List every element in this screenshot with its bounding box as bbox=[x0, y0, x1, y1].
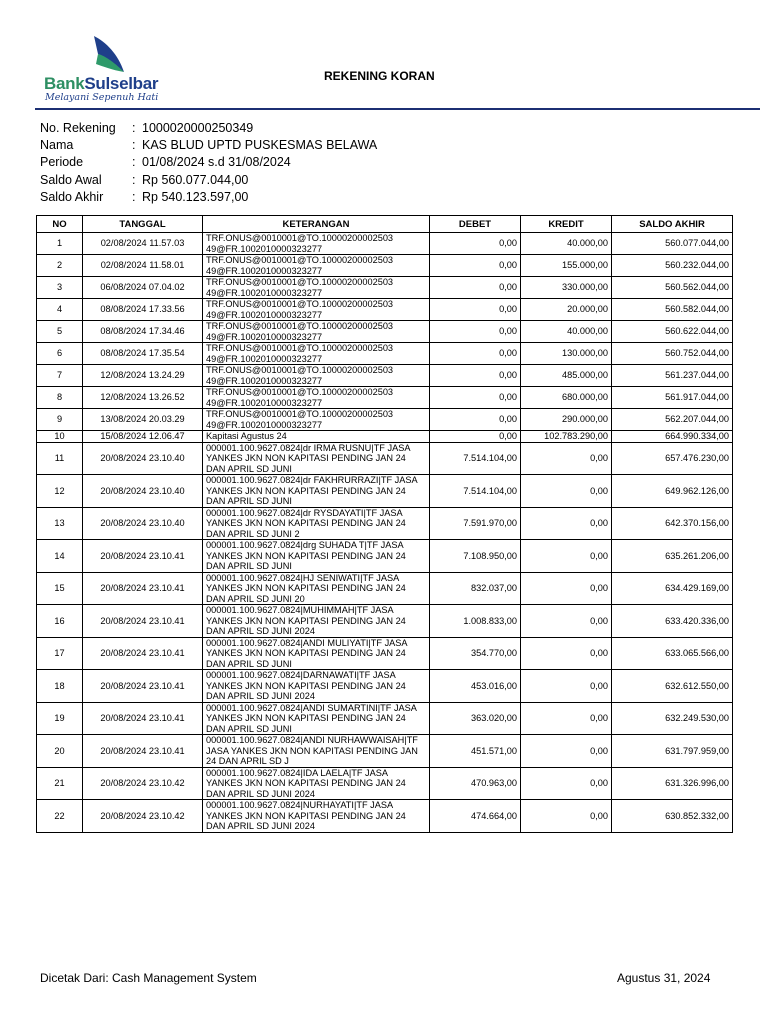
cell-tanggal: 13/08/2024 20.03.29 bbox=[83, 409, 203, 431]
cell-debet: 0,00 bbox=[430, 299, 521, 321]
cell-saldo: 649.962.126,00 bbox=[612, 475, 733, 508]
table-row bbox=[37, 343, 733, 365]
cell-keterangan: TRF.ONUS@0010001@TO.10000200002503 49@FR.1002010000323277 bbox=[203, 255, 430, 277]
cell-kredit: 0,00 bbox=[521, 800, 612, 833]
cell-debet: 0,00 bbox=[430, 431, 521, 443]
cell-debet: 470.963,00 bbox=[430, 767, 521, 800]
account-info-value: KAS BLUD UPTD PUSKESMAS BELAWA bbox=[142, 138, 378, 153]
cell-tanggal: 20/08/2024 23.10.40 bbox=[83, 475, 203, 508]
cell-kredit: 0,00 bbox=[521, 702, 612, 735]
table-row bbox=[37, 800, 733, 833]
table-row bbox=[37, 409, 733, 431]
account-info-label: Saldo Akhir bbox=[40, 189, 104, 204]
table-row bbox=[37, 365, 733, 387]
cell-kredit: 155.000,00 bbox=[521, 255, 612, 277]
cell-saldo: 562.207.044,00 bbox=[612, 409, 733, 431]
cell-saldo: 633.065.566,00 bbox=[612, 637, 733, 670]
cell-debet: 1.008.833,00 bbox=[430, 605, 521, 638]
col-header-no: NO bbox=[37, 216, 83, 233]
cell-kredit: 330.000,00 bbox=[521, 277, 612, 299]
cell-tanggal: 12/08/2024 13.24.29 bbox=[83, 365, 203, 387]
bank-tagline: Melayani Sepenuh Hati bbox=[45, 92, 159, 103]
cell-tanggal: 08/08/2024 17.35.54 bbox=[83, 343, 203, 365]
account-info-value: Rp 540.123.597,00 bbox=[142, 189, 249, 204]
cell-tanggal: 20/08/2024 23.10.42 bbox=[83, 800, 203, 833]
table-header-row bbox=[37, 216, 733, 233]
cell-saldo: 560.582.044,00 bbox=[612, 299, 733, 321]
col-header-kredit: KREDIT bbox=[521, 216, 612, 233]
table-row bbox=[37, 670, 733, 703]
cell-debet: 0,00 bbox=[430, 409, 521, 431]
cell-saldo: 642.370.156,00 bbox=[612, 507, 733, 540]
cell-tanggal: 20/08/2024 23.10.42 bbox=[83, 767, 203, 800]
cell-keterangan: 000001.100.9627.0824|ANDI SUMARTINI|TF JASA YANKES JKN NON KAPITASI PENDING JAN 24 DAN APRIL SD JUNI bbox=[203, 702, 430, 735]
cell-keterangan: TRF.ONUS@0010001@TO.10000200002503 49@FR.1002010000323277 bbox=[203, 387, 430, 409]
cell-saldo: 633.420.336,00 bbox=[612, 605, 733, 638]
cell-no: 8 bbox=[37, 387, 83, 409]
table-row bbox=[37, 233, 733, 255]
account-info-value: Rp 560.077.044,00 bbox=[142, 172, 249, 187]
account-info-colon: : bbox=[132, 155, 136, 170]
cell-tanggal: 20/08/2024 23.10.41 bbox=[83, 540, 203, 573]
table-row bbox=[37, 299, 733, 321]
cell-debet: 0,00 bbox=[430, 233, 521, 255]
account-info-row bbox=[40, 189, 377, 206]
account-info-row bbox=[40, 172, 377, 189]
cell-kredit: 680.000,00 bbox=[521, 387, 612, 409]
cell-no: 7 bbox=[37, 365, 83, 387]
cell-tanggal: 20/08/2024 23.10.41 bbox=[83, 605, 203, 638]
cell-keterangan: 000001.100.9627.0824|drg SUHADA T|TF JASA YANKES JKN NON KAPITASI PENDING JAN 24 DAN APRIL SD JUNI bbox=[203, 540, 430, 573]
cell-no: 6 bbox=[37, 343, 83, 365]
table-row bbox=[37, 540, 733, 573]
cell-saldo: 561.237.044,00 bbox=[612, 365, 733, 387]
cell-debet: 0,00 bbox=[430, 277, 521, 299]
cell-saldo: 631.797.959,00 bbox=[612, 735, 733, 768]
table-row bbox=[37, 442, 733, 475]
cell-no: 18 bbox=[37, 670, 83, 703]
col-header-debet: DEBET bbox=[430, 216, 521, 233]
cell-kredit: 40.000,00 bbox=[521, 233, 612, 255]
account-info-row bbox=[40, 154, 377, 171]
cell-kredit: 20.000,00 bbox=[521, 299, 612, 321]
cell-saldo: 664.990.334,00 bbox=[612, 431, 733, 443]
cell-debet: 354.770,00 bbox=[430, 637, 521, 670]
brand-part-1: Bank bbox=[44, 74, 85, 93]
cell-keterangan: 000001.100.9627.0824|IDA LAELA|TF JASA YANKES JKN NON KAPITASI PENDING JAN 24 DAN APRIL SD JUNI 2024 bbox=[203, 767, 430, 800]
cell-tanggal: 20/08/2024 23.10.40 bbox=[83, 507, 203, 540]
cell-keterangan: TRF.ONUS@0010001@TO.10000200002503 49@FR.1002010000323277 bbox=[203, 299, 430, 321]
cell-kredit: 485.000,00 bbox=[521, 365, 612, 387]
header-divider bbox=[35, 108, 760, 110]
col-header-tanggal: TANGGAL bbox=[83, 216, 203, 233]
col-header-saldo-akhir: SALDO AKHIR bbox=[612, 216, 733, 233]
cell-saldo: 560.232.044,00 bbox=[612, 255, 733, 277]
account-info-colon: : bbox=[132, 172, 136, 187]
table-row bbox=[37, 507, 733, 540]
cell-tanggal: 20/08/2024 23.10.41 bbox=[83, 670, 203, 703]
cell-no: 10 bbox=[37, 431, 83, 443]
cell-keterangan: 000001.100.9627.0824|dr RYSDAYATI|TF JASA YANKES JKN NON KAPITASI PENDING JAN 24 DAN APRIL SD JUNI 2 bbox=[203, 507, 430, 540]
account-info-label: No. Rekening bbox=[40, 121, 116, 135]
cell-saldo: 560.622.044,00 bbox=[612, 321, 733, 343]
cell-keterangan: 000001.100.9627.0824|HJ SENIWATI|TF JASA YANKES JKN NON KAPITASI PENDING JAN 24 DAN APRIL SD JUNI 20 bbox=[203, 572, 430, 605]
cell-debet: 0,00 bbox=[430, 321, 521, 343]
account-info-value: 1000020000250349 bbox=[142, 121, 254, 135]
bank-name bbox=[44, 74, 158, 94]
page-header bbox=[0, 0, 768, 112]
cell-debet: 451.571,00 bbox=[430, 735, 521, 768]
cell-no: 13 bbox=[37, 507, 83, 540]
account-info-value: 01/08/2024 s.d 31/08/2024 bbox=[142, 155, 291, 170]
cell-debet: 832.037,00 bbox=[430, 572, 521, 605]
table-row bbox=[37, 702, 733, 735]
table-row bbox=[37, 475, 733, 508]
cell-tanggal: 20/08/2024 23.10.41 bbox=[83, 637, 203, 670]
cell-tanggal: 20/08/2024 23.10.41 bbox=[83, 572, 203, 605]
cell-no: 4 bbox=[37, 299, 83, 321]
cell-no: 21 bbox=[37, 767, 83, 800]
cell-no: 5 bbox=[37, 321, 83, 343]
cell-keterangan: 000001.100.9627.0824|dr IRMA RUSNU|TF JASA YANKES JKN NON KAPITASI PENDING JAN 24 DAN APRIL SD JUNI bbox=[203, 442, 430, 475]
table-row bbox=[37, 735, 733, 768]
cell-no: 19 bbox=[37, 702, 83, 735]
cell-kredit: 0,00 bbox=[521, 735, 612, 768]
cell-no: 1 bbox=[37, 233, 83, 255]
footer-printed-from: Dicetak Dari: Cash Management System bbox=[40, 971, 257, 985]
account-info-colon: : bbox=[132, 121, 136, 135]
cell-kredit: 0,00 bbox=[521, 572, 612, 605]
cell-no: 11 bbox=[37, 442, 83, 475]
cell-saldo: 561.917.044,00 bbox=[612, 387, 733, 409]
cell-saldo: 560.562.044,00 bbox=[612, 277, 733, 299]
account-info bbox=[40, 120, 377, 206]
account-info-label: Nama bbox=[40, 138, 74, 153]
cell-saldo: 634.429.169,00 bbox=[612, 572, 733, 605]
cell-tanggal: 02/08/2024 11.58.01 bbox=[83, 255, 203, 277]
cell-debet: 0,00 bbox=[430, 387, 521, 409]
cell-kredit: 0,00 bbox=[521, 475, 612, 508]
cell-kredit: 0,00 bbox=[521, 767, 612, 800]
cell-no: 14 bbox=[37, 540, 83, 573]
cell-tanggal: 20/08/2024 23.10.40 bbox=[83, 442, 203, 475]
account-info-colon: : bbox=[132, 189, 136, 204]
account-info-row bbox=[40, 137, 377, 154]
table-row bbox=[37, 637, 733, 670]
cell-kredit: 0,00 bbox=[521, 637, 612, 670]
cell-no: 22 bbox=[37, 800, 83, 833]
cell-debet: 7.514.104,00 bbox=[430, 475, 521, 508]
cell-kredit: 130.000,00 bbox=[521, 343, 612, 365]
table-row bbox=[37, 572, 733, 605]
cell-debet: 0,00 bbox=[430, 255, 521, 277]
account-info-colon: : bbox=[132, 138, 136, 153]
cell-keterangan: 000001.100.9627.0824|ANDI MULIYATI|TF JASA YANKES JKN NON KAPITASI PENDING JAN 24 DAN APRIL SD JUNI bbox=[203, 637, 430, 670]
cell-keterangan: 000001.100.9627.0824|ANDI NURHAWWAISAH|TF JASA YANKES JKN NON KAPITASI PENDING JAN 24 DAN APRIL SD J bbox=[203, 735, 430, 768]
table-row bbox=[37, 431, 733, 443]
cell-tanggal: 15/08/2024 12.06.47 bbox=[83, 431, 203, 443]
cell-keterangan: TRF.ONUS@0010001@TO.10000200002503 49@FR.1002010000323277 bbox=[203, 277, 430, 299]
cell-keterangan: Kapitasi Agustus 24 bbox=[203, 431, 430, 443]
cell-keterangan: TRF.ONUS@0010001@TO.10000200002503 49@FR.1002010000323277 bbox=[203, 343, 430, 365]
brand-part-2: Sulselbar bbox=[84, 74, 159, 93]
cell-kredit: 0,00 bbox=[521, 540, 612, 573]
cell-saldo: 630.852.332,00 bbox=[612, 800, 733, 833]
cell-kredit: 290.000,00 bbox=[521, 409, 612, 431]
table-row bbox=[37, 387, 733, 409]
table-row bbox=[37, 255, 733, 277]
cell-saldo: 635.261.206,00 bbox=[612, 540, 733, 573]
cell-keterangan: TRF.ONUS@0010001@TO.10000200002503 49@FR.1002010000323277 bbox=[203, 409, 430, 431]
cell-tanggal: 08/08/2024 17.33.56 bbox=[83, 299, 203, 321]
cell-kredit: 102.783.290,00 bbox=[521, 431, 612, 443]
cell-saldo: 560.077.044,00 bbox=[612, 233, 733, 255]
cell-saldo: 632.249.530,00 bbox=[612, 702, 733, 735]
statement-table bbox=[36, 215, 733, 833]
account-info-label: Periode bbox=[40, 155, 84, 170]
cell-debet: 474.664,00 bbox=[430, 800, 521, 833]
cell-tanggal: 02/08/2024 11.57.03 bbox=[83, 233, 203, 255]
cell-saldo: 560.752.044,00 bbox=[612, 343, 733, 365]
cell-no: 2 bbox=[37, 255, 83, 277]
cell-keterangan: 000001.100.9627.0824|MUHIMMAH|TF JASA YANKES JKN NON KAPITASI PENDING JAN 24 DAN APRIL SD JUNI 2024 bbox=[203, 605, 430, 638]
footer-date: Agustus 31, 2024 bbox=[617, 971, 711, 985]
cell-debet: 7.591.970,00 bbox=[430, 507, 521, 540]
cell-kredit: 0,00 bbox=[521, 670, 612, 703]
cell-no: 12 bbox=[37, 475, 83, 508]
cell-keterangan: 000001.100.9627.0824|NURHAYATI|TF JASA YANKES JKN NON KAPITASI PENDING JAN 24 DAN APRIL SD JUNI 2024 bbox=[203, 800, 430, 833]
cell-kredit: 0,00 bbox=[521, 442, 612, 475]
cell-debet: 0,00 bbox=[430, 365, 521, 387]
cell-keterangan: TRF.ONUS@0010001@TO.10000200002503 49@FR.1002010000323277 bbox=[203, 233, 430, 255]
cell-debet: 453.016,00 bbox=[430, 670, 521, 703]
table-row bbox=[37, 605, 733, 638]
sail-logo-icon bbox=[92, 34, 128, 74]
cell-kredit: 0,00 bbox=[521, 605, 612, 638]
cell-no: 20 bbox=[37, 735, 83, 768]
cell-tanggal: 08/08/2024 17.34.46 bbox=[83, 321, 203, 343]
account-info-row bbox=[40, 120, 377, 137]
cell-tanggal: 06/08/2024 07.04.02 bbox=[83, 277, 203, 299]
cell-keterangan: TRF.ONUS@0010001@TO.10000200002503 49@FR.1002010000323277 bbox=[203, 321, 430, 343]
cell-kredit: 0,00 bbox=[521, 507, 612, 540]
col-header-keterangan: KETERANGAN bbox=[203, 216, 430, 233]
cell-no: 9 bbox=[37, 409, 83, 431]
cell-keterangan: TRF.ONUS@0010001@TO.10000200002503 49@FR.1002010000323277 bbox=[203, 365, 430, 387]
cell-keterangan: 000001.100.9627.0824|DARNAWATI|TF JASA YANKES JKN NON KAPITASI PENDING JAN 24 DAN APRIL SD JUNI 2024 bbox=[203, 670, 430, 703]
cell-debet: 0,00 bbox=[430, 343, 521, 365]
table-body bbox=[37, 233, 733, 833]
page-title: REKENING KORAN bbox=[324, 69, 435, 83]
cell-tanggal: 12/08/2024 13.26.52 bbox=[83, 387, 203, 409]
cell-saldo: 657.476.230,00 bbox=[612, 442, 733, 475]
cell-no: 17 bbox=[37, 637, 83, 670]
table-row bbox=[37, 321, 733, 343]
cell-keterangan: 000001.100.9627.0824|dr FAKHRURRAZI|TF JASA YANKES JKN NON KAPITASI PENDING JAN 24 DAN APRIL SD JUNI bbox=[203, 475, 430, 508]
bank-logo bbox=[40, 34, 180, 106]
table-row bbox=[37, 277, 733, 299]
account-info-label: Saldo Awal bbox=[40, 172, 102, 187]
cell-kredit: 40.000,00 bbox=[521, 321, 612, 343]
cell-no: 16 bbox=[37, 605, 83, 638]
cell-saldo: 632.612.550,00 bbox=[612, 670, 733, 703]
cell-debet: 7.514.104,00 bbox=[430, 442, 521, 475]
cell-saldo: 631.326.996,00 bbox=[612, 767, 733, 800]
cell-no: 15 bbox=[37, 572, 83, 605]
cell-tanggal: 20/08/2024 23.10.41 bbox=[83, 702, 203, 735]
table-row bbox=[37, 767, 733, 800]
cell-tanggal: 20/08/2024 23.10.41 bbox=[83, 735, 203, 768]
cell-debet: 7.108.950,00 bbox=[430, 540, 521, 573]
cell-debet: 363.020,00 bbox=[430, 702, 521, 735]
cell-no: 3 bbox=[37, 277, 83, 299]
